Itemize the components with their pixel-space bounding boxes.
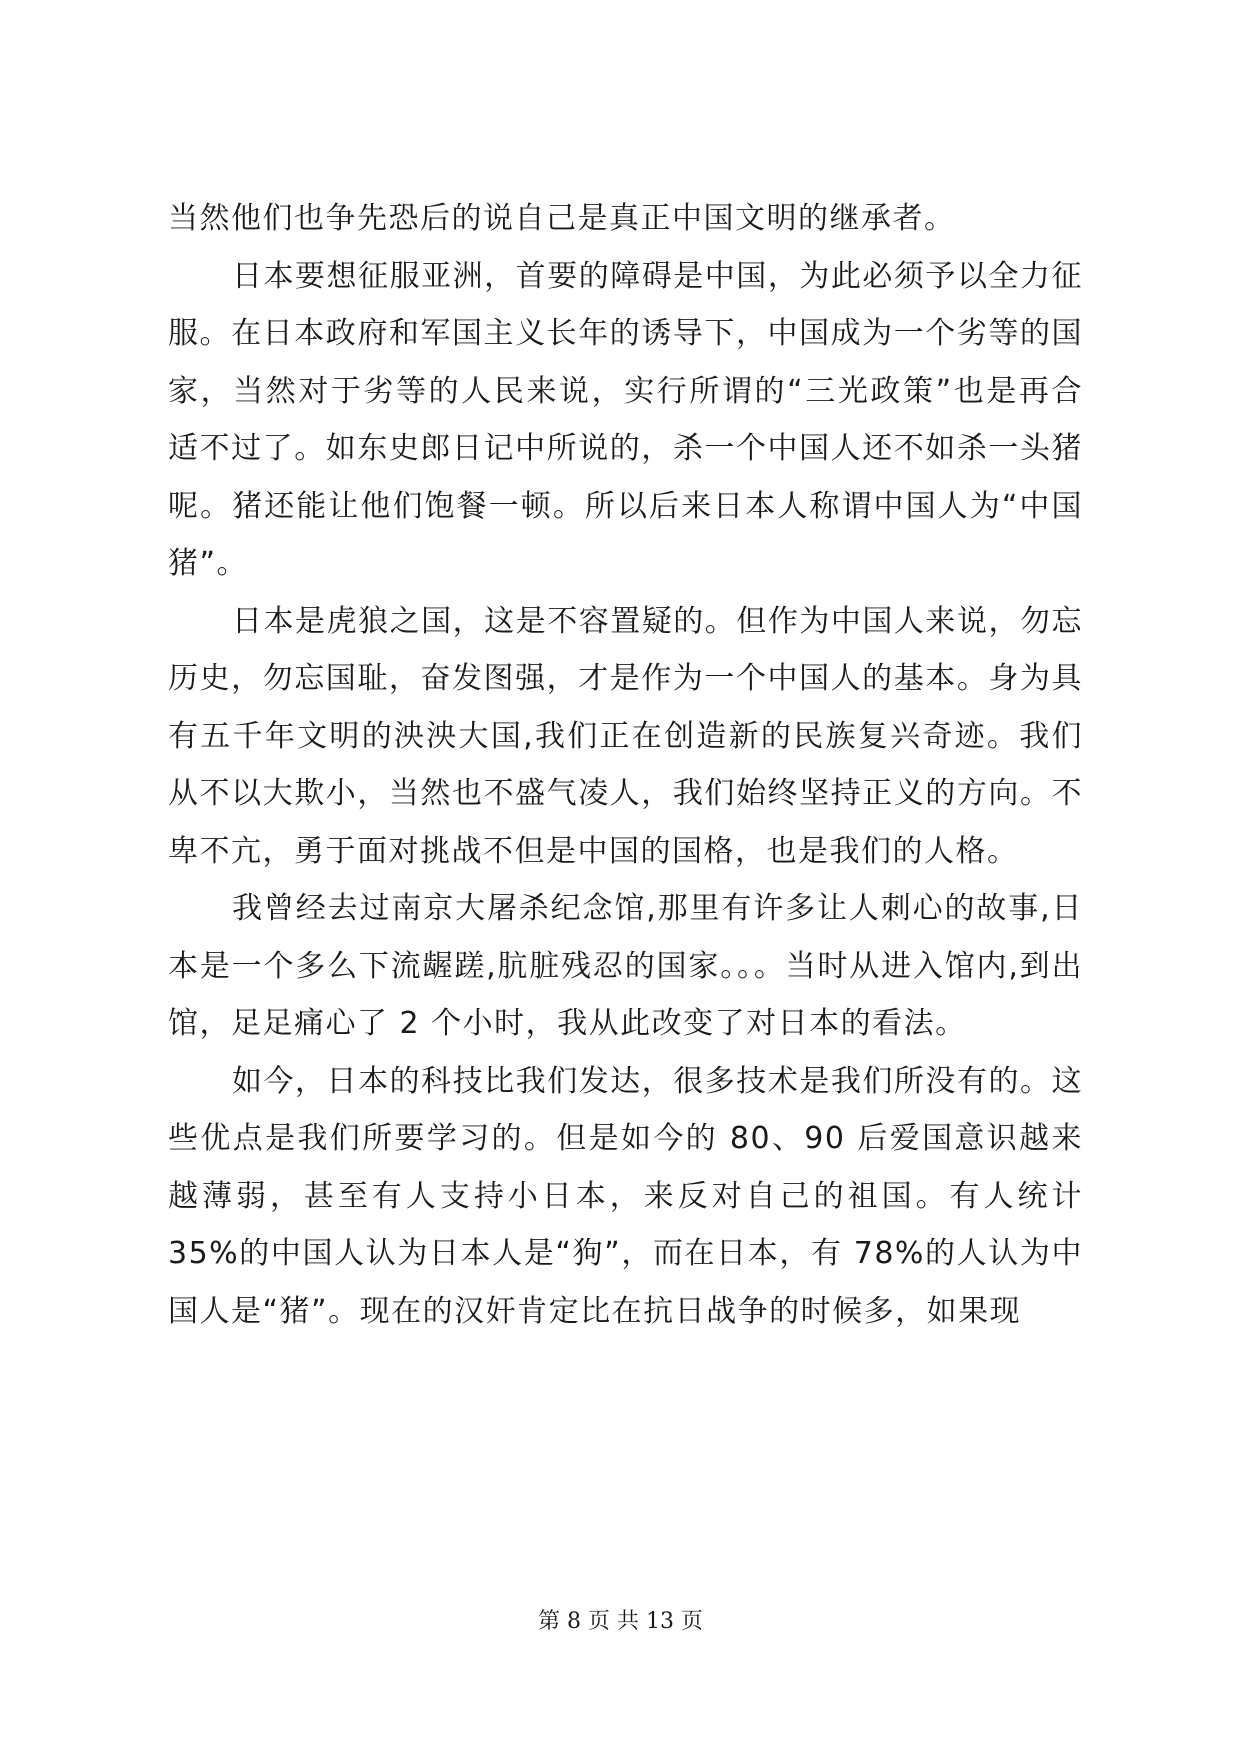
document-body — [168, 190, 1083, 1340]
paragraph-3: 日本是虎狼之国，这是不容置疑的。但作为中国人来说，勿忘历史，勿忘国耻，奋发图强，才是作为一个中国人的基本。身为具有五千年文明的泱泱大国,我们正在创造新的民族复兴奇迹。我们从不以大欺小，当然也不盛气凌人，我们始终坚持正义的方向。不卑不亢，勇于面对挑战不但是中国的国格，也是我们的人格。 — [168, 603, 1083, 869]
paragraph-2: 日本要想征服亚洲，首要的障碍是中国，为此必须予以全力征服。在日本政府和军国主义长年的诱导下，中国成为一个劣等的国家，当然对于劣等的人民来说，实行所谓的“三光政策”也是再合适不过了。如东史郎日记中所说的，杀一个中国人还不如杀一头猪呢。猪还能让他们饱餐一顿。所以后来日本人称谓中国人为“中国猪”。 — [168, 258, 1083, 581]
paragraph-5: 如今，日本的科技比我们发达，很多技术是我们所没有的。这些优点是我们所要学习的。但是如今的 80、90 后爱国意识越来越薄弱，甚至有人支持小日本，来反对自己的祖国。有人统计 35%的中国人认为日本人是“狗”，而在日本，有 78%的人认为中国人是“猪”。现在的汉奸肯定比在抗日战争的时候多，如果现 — [168, 1063, 1083, 1329]
page-number-footer: 第 8 页 共 13 页 — [538, 1609, 703, 1634]
paragraph-4: 我曾经去过南京大屠杀纪念馆,那里有许多让人刺心的故事,日本是一个多么下流龌蹉,肮脏残忍的国家。。。当时从进入馆内,到出馆，足足痛心了 2 个小时，我从此改变了对日本的看法。 — [168, 891, 1083, 1041]
paragraph-1: 当然他们也争先恐后的说自己是真正中国文明的继承者。 — [168, 201, 956, 236]
